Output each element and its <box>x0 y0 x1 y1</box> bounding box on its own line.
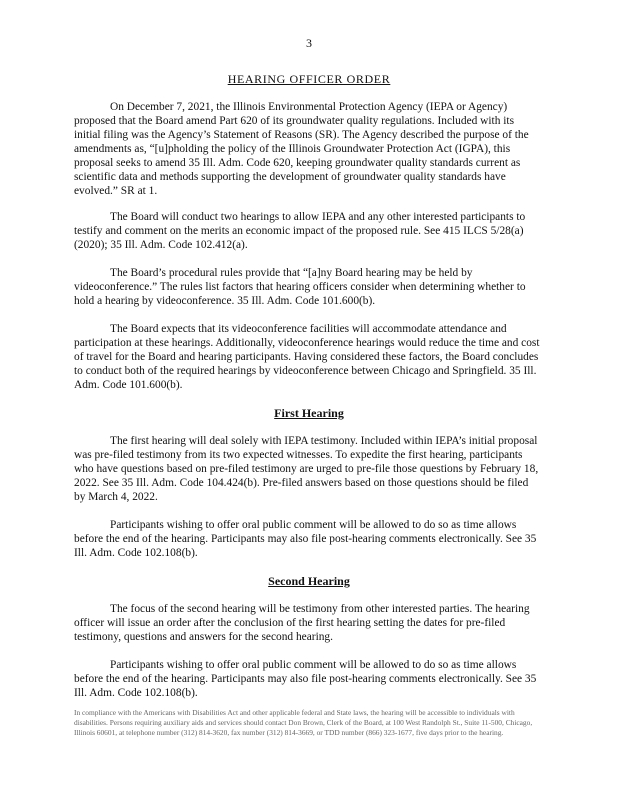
second-hearing-heading: Second Hearing <box>268 574 350 588</box>
first-hearing-paragraph-2: Participants wishing to offer oral public comment will be allowed to do so as time allows before the end of the hearing. Participants may also file post-hearing comments electronically. See 35 Ill. Adm. Code 102.108(b). <box>74 519 537 559</box>
accessibility-footer-note: In compliance with the Americans with Disabilities Act and other applicable federal and State laws, the hearing will be accessible to individuals with disabilities. Persons requiring auxiliary aids and services should contact Don Brown, Clerk of the Board, at 100 West Randolph St., Suite 11-500, Chicago, Illinois 60601, at telephone number (312) 814-3620, fax number (312) 814-3669, or TDD number (866) 323-1677, five days prior to the hearing. <box>74 708 533 738</box>
intro-paragraph-3: The Board’s procedural rules provide that “[a]ny Board hearing may be held by videoconference.” The rules list factors that hearing officers consider when determining whether to hold a hearing by videoconference. 35 Ill. Adm. Code 101.600(b). <box>74 267 526 307</box>
second-hearing-paragraph-2: Participants wishing to offer oral public comment will be allowed to do so as time allows before the end of the hearing. Participants may also file post-hearing comments electronically. See 35 Ill. Adm. Code 102.108(b). <box>74 659 537 699</box>
page-title: HEARING OFFICER ORDER <box>227 72 391 86</box>
intro-paragraph-1: On December 7, 2021, the Illinois Environmental Protection Agency (IEPA or Agency) proposed that the Board amend Part 620 of its groundwater quality regulations. Included with its initial filing was the Agency’s Statement of Reasons (SR). The Agency described the purpose of the amendments as, “[u]pholding the policy of the Illinois Groundwater Protection Act (IGPA), this proposal seeks to amend 35 Ill. Adm. Code 620, keeping groundwater quality standards current as scientific data and methods supporting the development of groundwater quality standards have evolved.” SR at 1. <box>74 101 529 197</box>
first-hearing-paragraph-1: The first hearing will deal solely with IEPA testimony. Included within IEPA’s initial proposal was pre-filed testimony from its two expected witnesses. To expedite the first hearing, participants who have questions based on pre-filed testimony are urged to pre-file those questions by February 18, 2022. See 35 Ill. Adm. Code 104.424(b). Pre-filed answers based on those questions should be filed by March 4, 2022. <box>74 435 539 503</box>
intro-paragraph-4: The Board expects that its videoconference facilities will accommodate attendance and participation at these hearings. Additionally, videoconference hearings would reduce the time and cost of travel for the Board and hearing participants. Having considered these factors, the Board concludes to conduct both of the required hearings by videoconference between Chicago and Springfield. 35 Ill. Adm. Code 101.600(b). <box>74 323 540 391</box>
intro-paragraph-2: The Board will conduct two hearings to allow IEPA and any other interested participants to testify and comment on the merits an economic impact of the proposed rule. See 415 ILCS 5/28(a) (2020); 35 Ill. Adm. Code 102.412(a). <box>74 211 526 251</box>
page-number: 3 <box>306 36 312 50</box>
second-hearing-paragraph-1: The focus of the second hearing will be testimony from other interested parties. The hearing officer will issue an order after the conclusion of the first hearing setting the dates for pre-filed testimony, questions and answers for the second hearing. <box>74 603 530 643</box>
first-hearing-heading: First Hearing <box>274 406 344 420</box>
